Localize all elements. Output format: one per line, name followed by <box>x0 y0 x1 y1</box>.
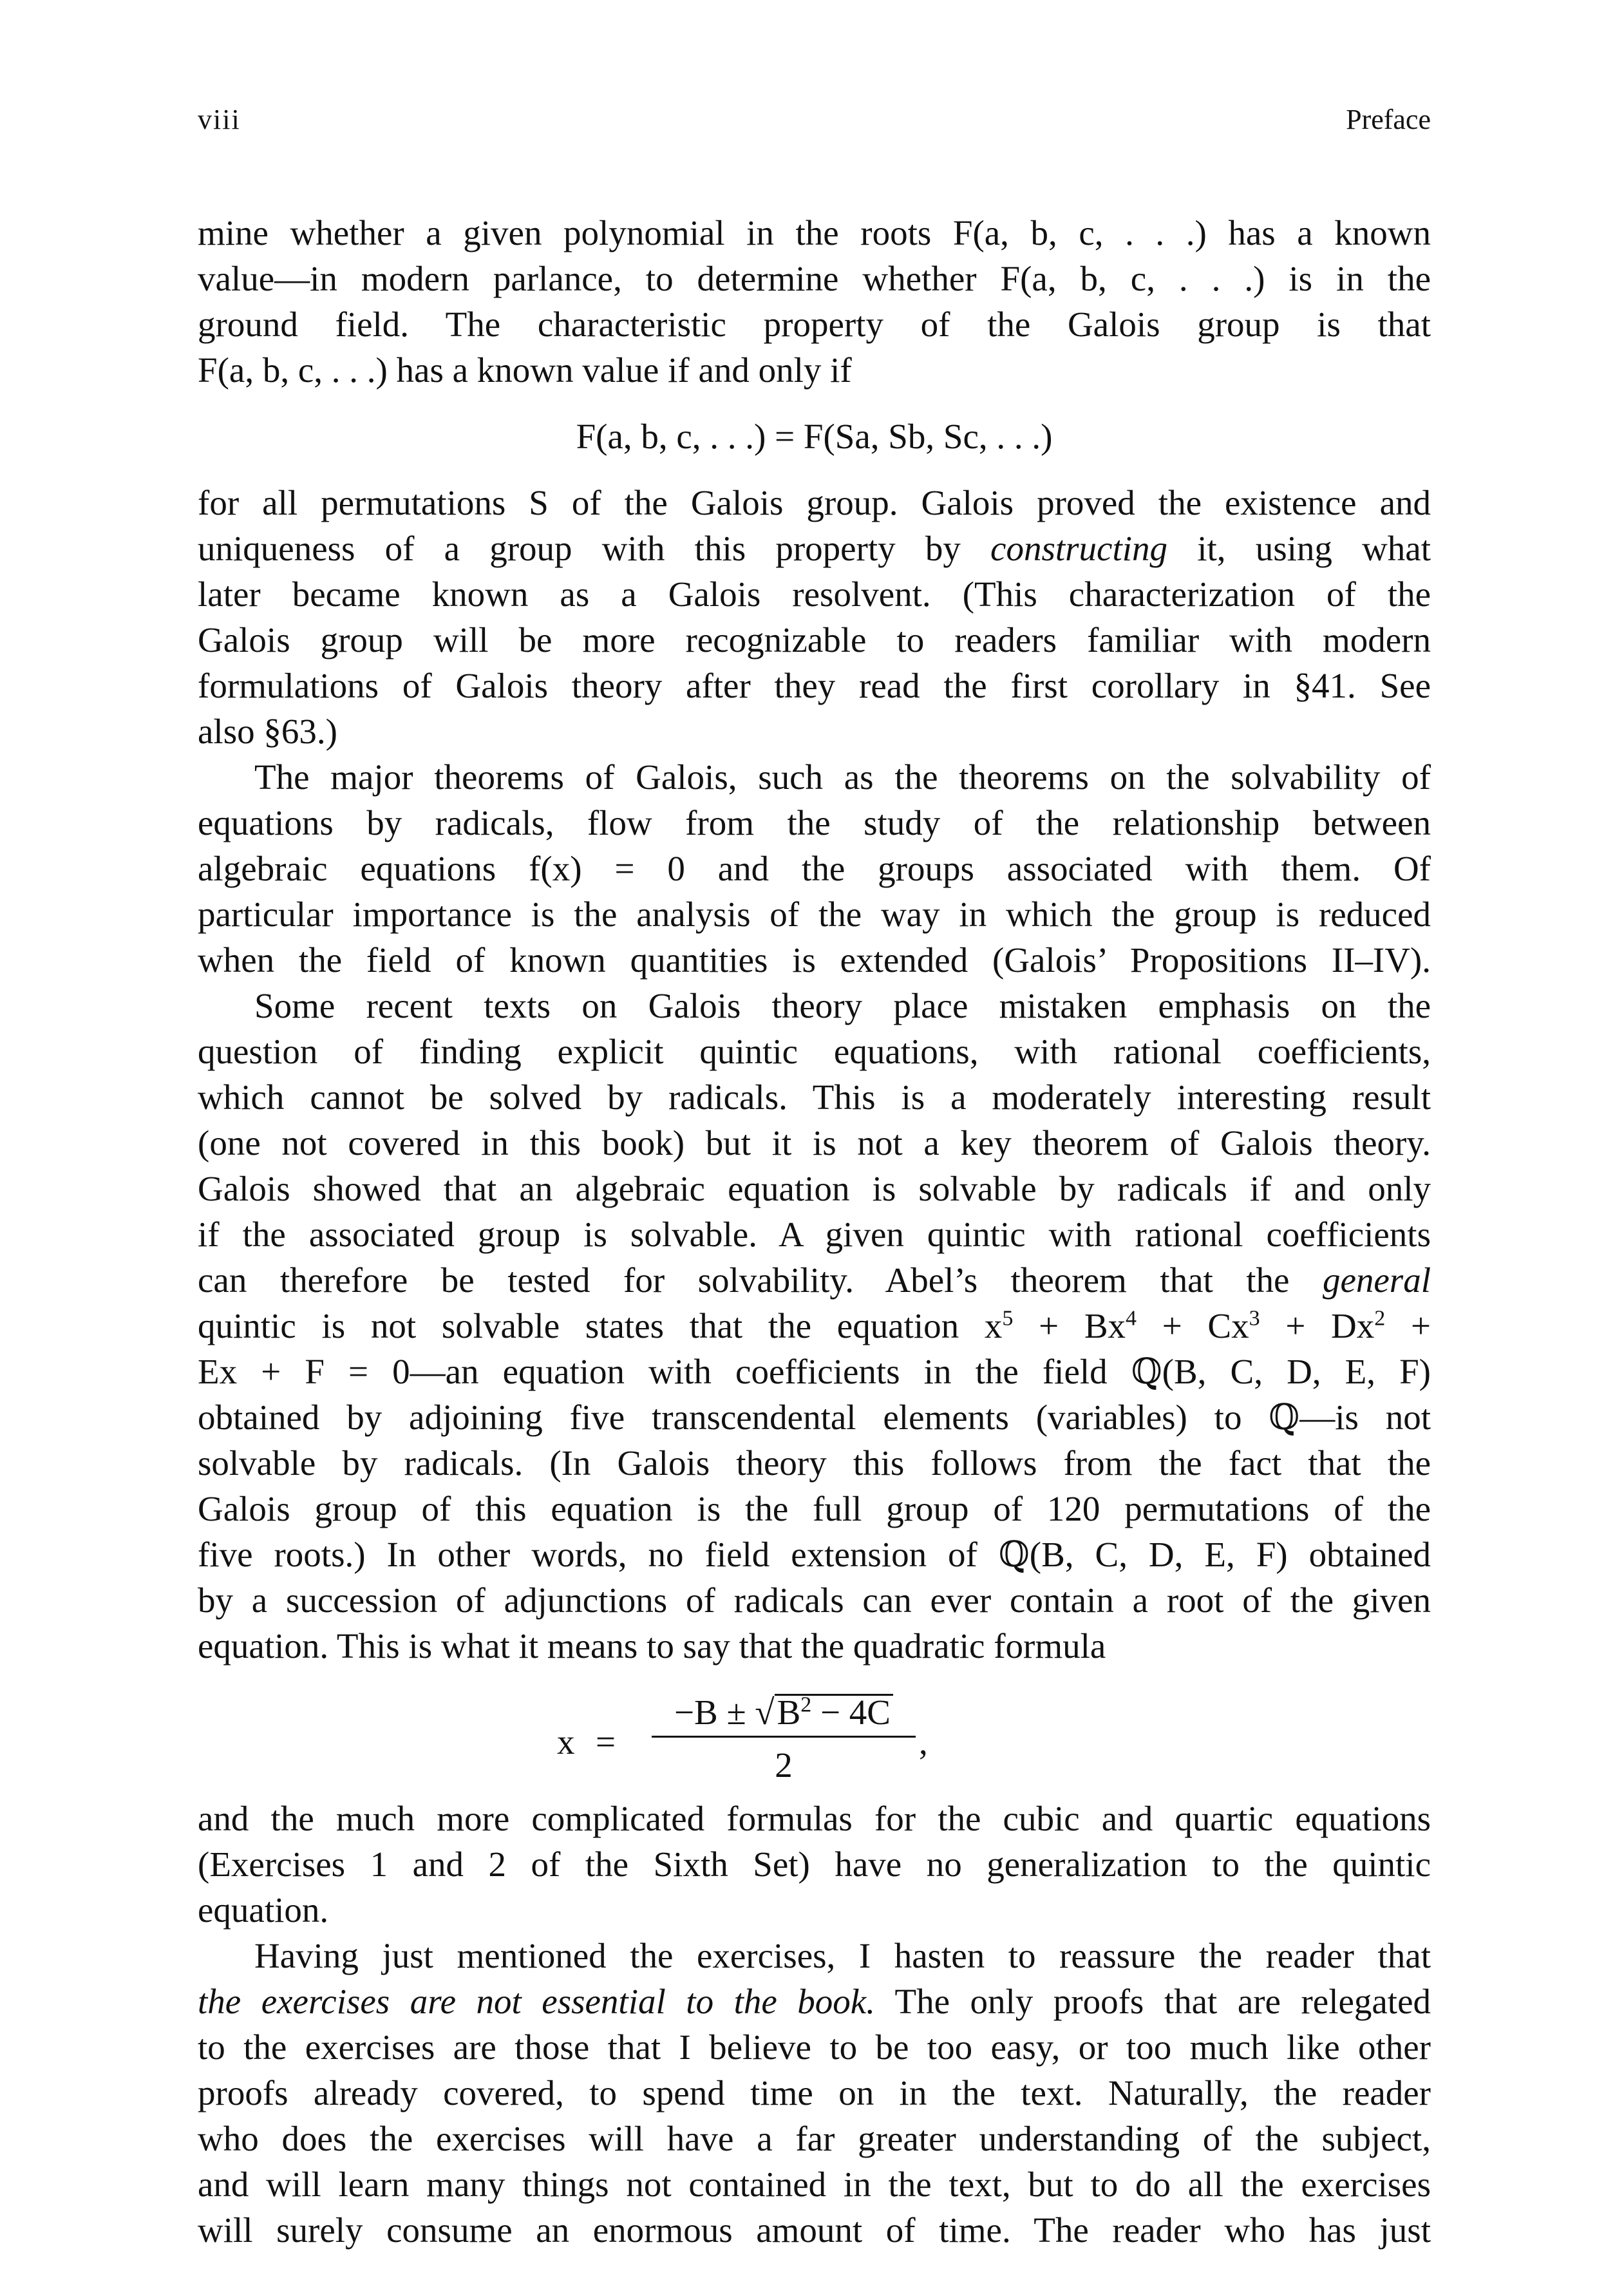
sqrt-sign: √ <box>755 1693 775 1732</box>
text-line: when the field of known quantities is extended (Galois’ Propositions II–IV). <box>198 940 1431 980</box>
text-line: the exercises are not essential to the book. The only proofs that are relegated <box>198 1982 1431 2021</box>
text-line: algebraic equations f(x) = 0 and the groups associated with them. Of <box>198 849 1431 888</box>
text-line: Some recent texts on Galois theory place mistaken emphasis on the <box>254 986 1431 1025</box>
emphasis: general <box>1322 1260 1431 1300</box>
radicand: $B^2 - 4C$ <box>775 1694 893 1729</box>
paragraph <box>198 210 1431 393</box>
paragraph <box>198 480 1431 754</box>
text-line: mine whether a given polynomial in the roots F(a, b, c, . . .) has a known <box>198 213 1431 252</box>
text-line: quintic is not solvable states that the equation $x^5 + Bx^4 + Cx^3 + Dx^2$ + <box>198 1306 1431 1345</box>
text-line: for all permutations S of the Galois group. Galois proved the existence and <box>198 483 1431 522</box>
display-equation-invariance: F(a, b, c, . . .) = F(Sa, Sb, Sc, . . .) <box>576 417 1053 456</box>
text-line: equation. <box>198 1890 329 1930</box>
text-line: also §63.) <box>198 712 337 751</box>
text-line: will surely consume an enormous amount of time. The reader who has just <box>198 2210 1431 2250</box>
text-line: later became known as a Galois resolvent. (This characterization of the <box>198 574 1431 614</box>
text-line: value—in modern parlance, to determine whether F(a, b, c, . . .) is in the <box>198 259 1431 298</box>
running-head <box>198 103 1431 142</box>
text-line: (Exercises 1 and 2 of the Sixth Set) have no generalization to the quintic <box>198 1845 1431 1884</box>
fraction-bar <box>652 1736 916 1738</box>
text-line: Galois group will be more recognizable to readers familiar with modern <box>198 620 1431 660</box>
text-line: who does the exercises will have a far greater understanding of the subject, <box>198 2119 1431 2158</box>
text-line: Ex + F = 0—an equation with coefficients in the field ℚ(B, C, D, E, F) <box>198 1352 1431 1391</box>
text-line: The major theorems of Galois, such as the theorems on the solvability of <box>254 757 1431 797</box>
paragraph <box>198 1933 1431 2253</box>
equation-lhs: x <box>557 1722 575 1761</box>
paragraph <box>198 983 1431 1669</box>
text-line: F(a, b, c, . . .) has a known value if and only if <box>198 350 852 390</box>
text-line: particular importance is the analysis of the way in which the group is reduced <box>198 895 1431 934</box>
denominator: 2 <box>775 1745 793 1785</box>
text-line: equations by radicals, flow from the study of the relationship between <box>198 803 1431 842</box>
text-line: question of finding explicit quintic equations, with rational coefficients, <box>198 1032 1431 1071</box>
paragraph <box>198 1796 1431 1933</box>
text-line: if the associated group is solvable. A given quintic with rational coefficients <box>198 1215 1431 1254</box>
text-line: and will learn many things not contained in the text, but to do all the exercises <box>198 2165 1431 2204</box>
text-line: ground field. The characteristic property of the Galois group is that <box>198 305 1431 344</box>
text-line: uniqueness of a group with this property by constructing it, using what <box>198 529 1431 568</box>
text-line: (one not covered in this book) but it is not a key theorem of Galois theory. <box>198 1123 1431 1163</box>
numerator: $-B \pm √B^2 - 4C$ <box>652 1689 916 1735</box>
equals-sign: = <box>596 1722 616 1761</box>
text-line: and the much more complicated formulas for the cubic and quartic equations <box>198 1799 1431 1838</box>
text-line: equation. This is what it means to say that the quadratic formula <box>198 1626 1106 1666</box>
text-line: proofs already covered, to spend time on in the text. Naturally, the reader <box>198 2073 1431 2112</box>
text-line: solvable by radicals. (In Galois theory this follows from the fact that the <box>198 1443 1431 1483</box>
text-line: Galois group of this equation is the full group of 120 permutations of the <box>198 1489 1431 1528</box>
equation-comma: , <box>919 1722 928 1761</box>
text-line: formulations of Galois theory after they read the first corollary in §41. See <box>198 666 1431 705</box>
body-text <box>198 210 1431 2253</box>
emphasis: the exercises are not essential to the book. <box>198 1982 875 2021</box>
text-line: to the exercises are those that I believe to be too easy, or too much like other <box>198 2027 1431 2067</box>
paragraph <box>198 754 1431 983</box>
text-line: obtained by adjoining five transcendental elements (variables) to ℚ—is not <box>198 1398 1431 1437</box>
text-line: Galois showed that an algebraic equation is solvable by radicals if and only <box>198 1169 1431 1208</box>
text-line: five roots.) In other words, no field extension of ℚ(B, C, D, E, F) obtained <box>198 1535 1431 1574</box>
running-title: Preface <box>1346 104 1431 135</box>
text-line: by a succession of adjunctions of radicals can ever contain a root of the given <box>198 1580 1431 1620</box>
text-line: can therefore be tested for solvability. Abel’s theorem that the general <box>198 1260 1431 1300</box>
page-number: viii <box>198 104 241 135</box>
text-line: which cannot be solved by radicals. This is a moderately interesting result <box>198 1077 1431 1117</box>
emphasis: constructing <box>990 529 1168 568</box>
display-equation-quadratic <box>198 1680 1431 1787</box>
text-line: Having just mentioned the exercises, I hasten to reassure the reader that <box>254 1936 1431 1975</box>
